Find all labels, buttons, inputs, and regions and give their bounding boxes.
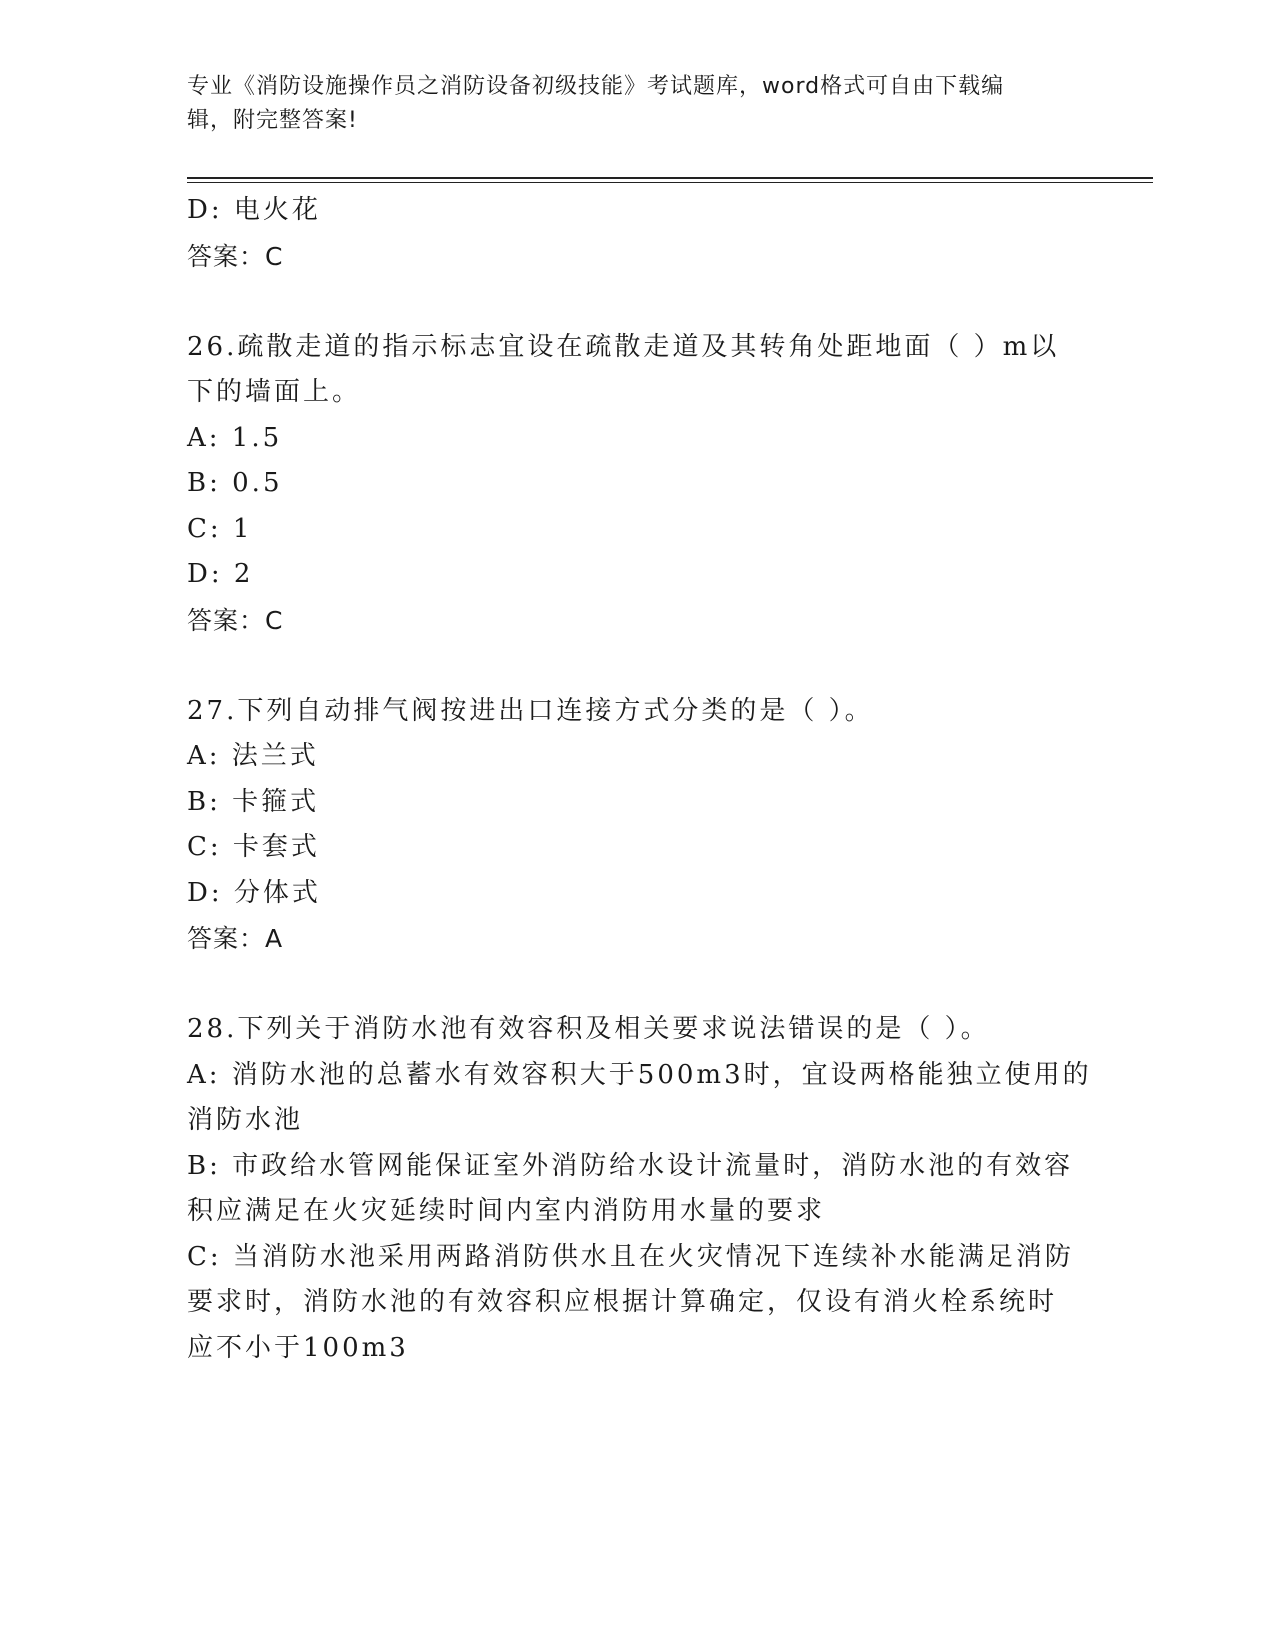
answer-line: 答案：C [187,605,284,635]
option-a-continued: 消防水池 [187,1105,304,1135]
option-b: B: 卡箍式 [187,786,320,817]
question-28 [187,1007,1092,1371]
header-line-1: 专业《消防设施操作员之消防设备初级技能》考试题库，word格式可自由下载编 [187,74,1005,99]
question-content [187,188,1092,1371]
option-b: B: 0.5 [187,468,283,498]
header-rule-thin [187,182,1153,183]
option-c: C: 卡套式 [187,832,320,862]
question-stem: 28.下列关于消防水池有效容积及相关要求说法错误的是（ ）。 [187,1014,990,1044]
question-stem: 26.疏散走道的指示标志宜设在疏散走道及其转角处距地面（ ）m以 [187,331,1060,362]
option-c: C: 1 [187,513,253,544]
option-a: A: 1.5 [187,422,283,453]
option-d: D: 2 [187,559,254,589]
header-rule-thick [187,177,1153,179]
question-26 [187,325,1087,644]
spacer [187,279,1087,325]
option-d: D: 分体式 [187,877,321,908]
question-stem: 下的墙面上。 [187,377,362,407]
document-header [187,70,1087,138]
answer-line: 答案：A [187,924,284,953]
question-stem: 27.下列自动排气阀按进出口连接方式分类的是（ ）。 [187,695,874,726]
option-a: A: 法兰式 [187,741,319,771]
option-b-continued: 积应满足在火灾延续时间内室内消防用水量的要求 [187,1196,826,1226]
question-27 [187,689,1087,962]
option-d: D: 电火花 [187,195,321,225]
option-c-continued: 要求时，消防水池的有效容积应根据计算确定，仅设有消火栓系统时 [187,1287,1058,1317]
option-c: C: 当消防水池采用两路消防供水且在火灾情况下连续补水能满足消防 [187,1241,1074,1272]
answer-line: 答案：C [187,241,284,271]
spacer [187,962,1087,1008]
option-b: B: 市政给水管网能保证室外消防给水设计流量时，消防水池的有效容 [187,1150,1074,1181]
option-c-continued: 应不小于100m3 [187,1332,409,1363]
header-line-2: 辑，附完整答案! [187,108,358,133]
option-a: A: 消防水池的总蓄水有效容积大于500m3时，宜设两格能独立使用的 [187,1059,1092,1090]
spacer [187,643,1087,689]
